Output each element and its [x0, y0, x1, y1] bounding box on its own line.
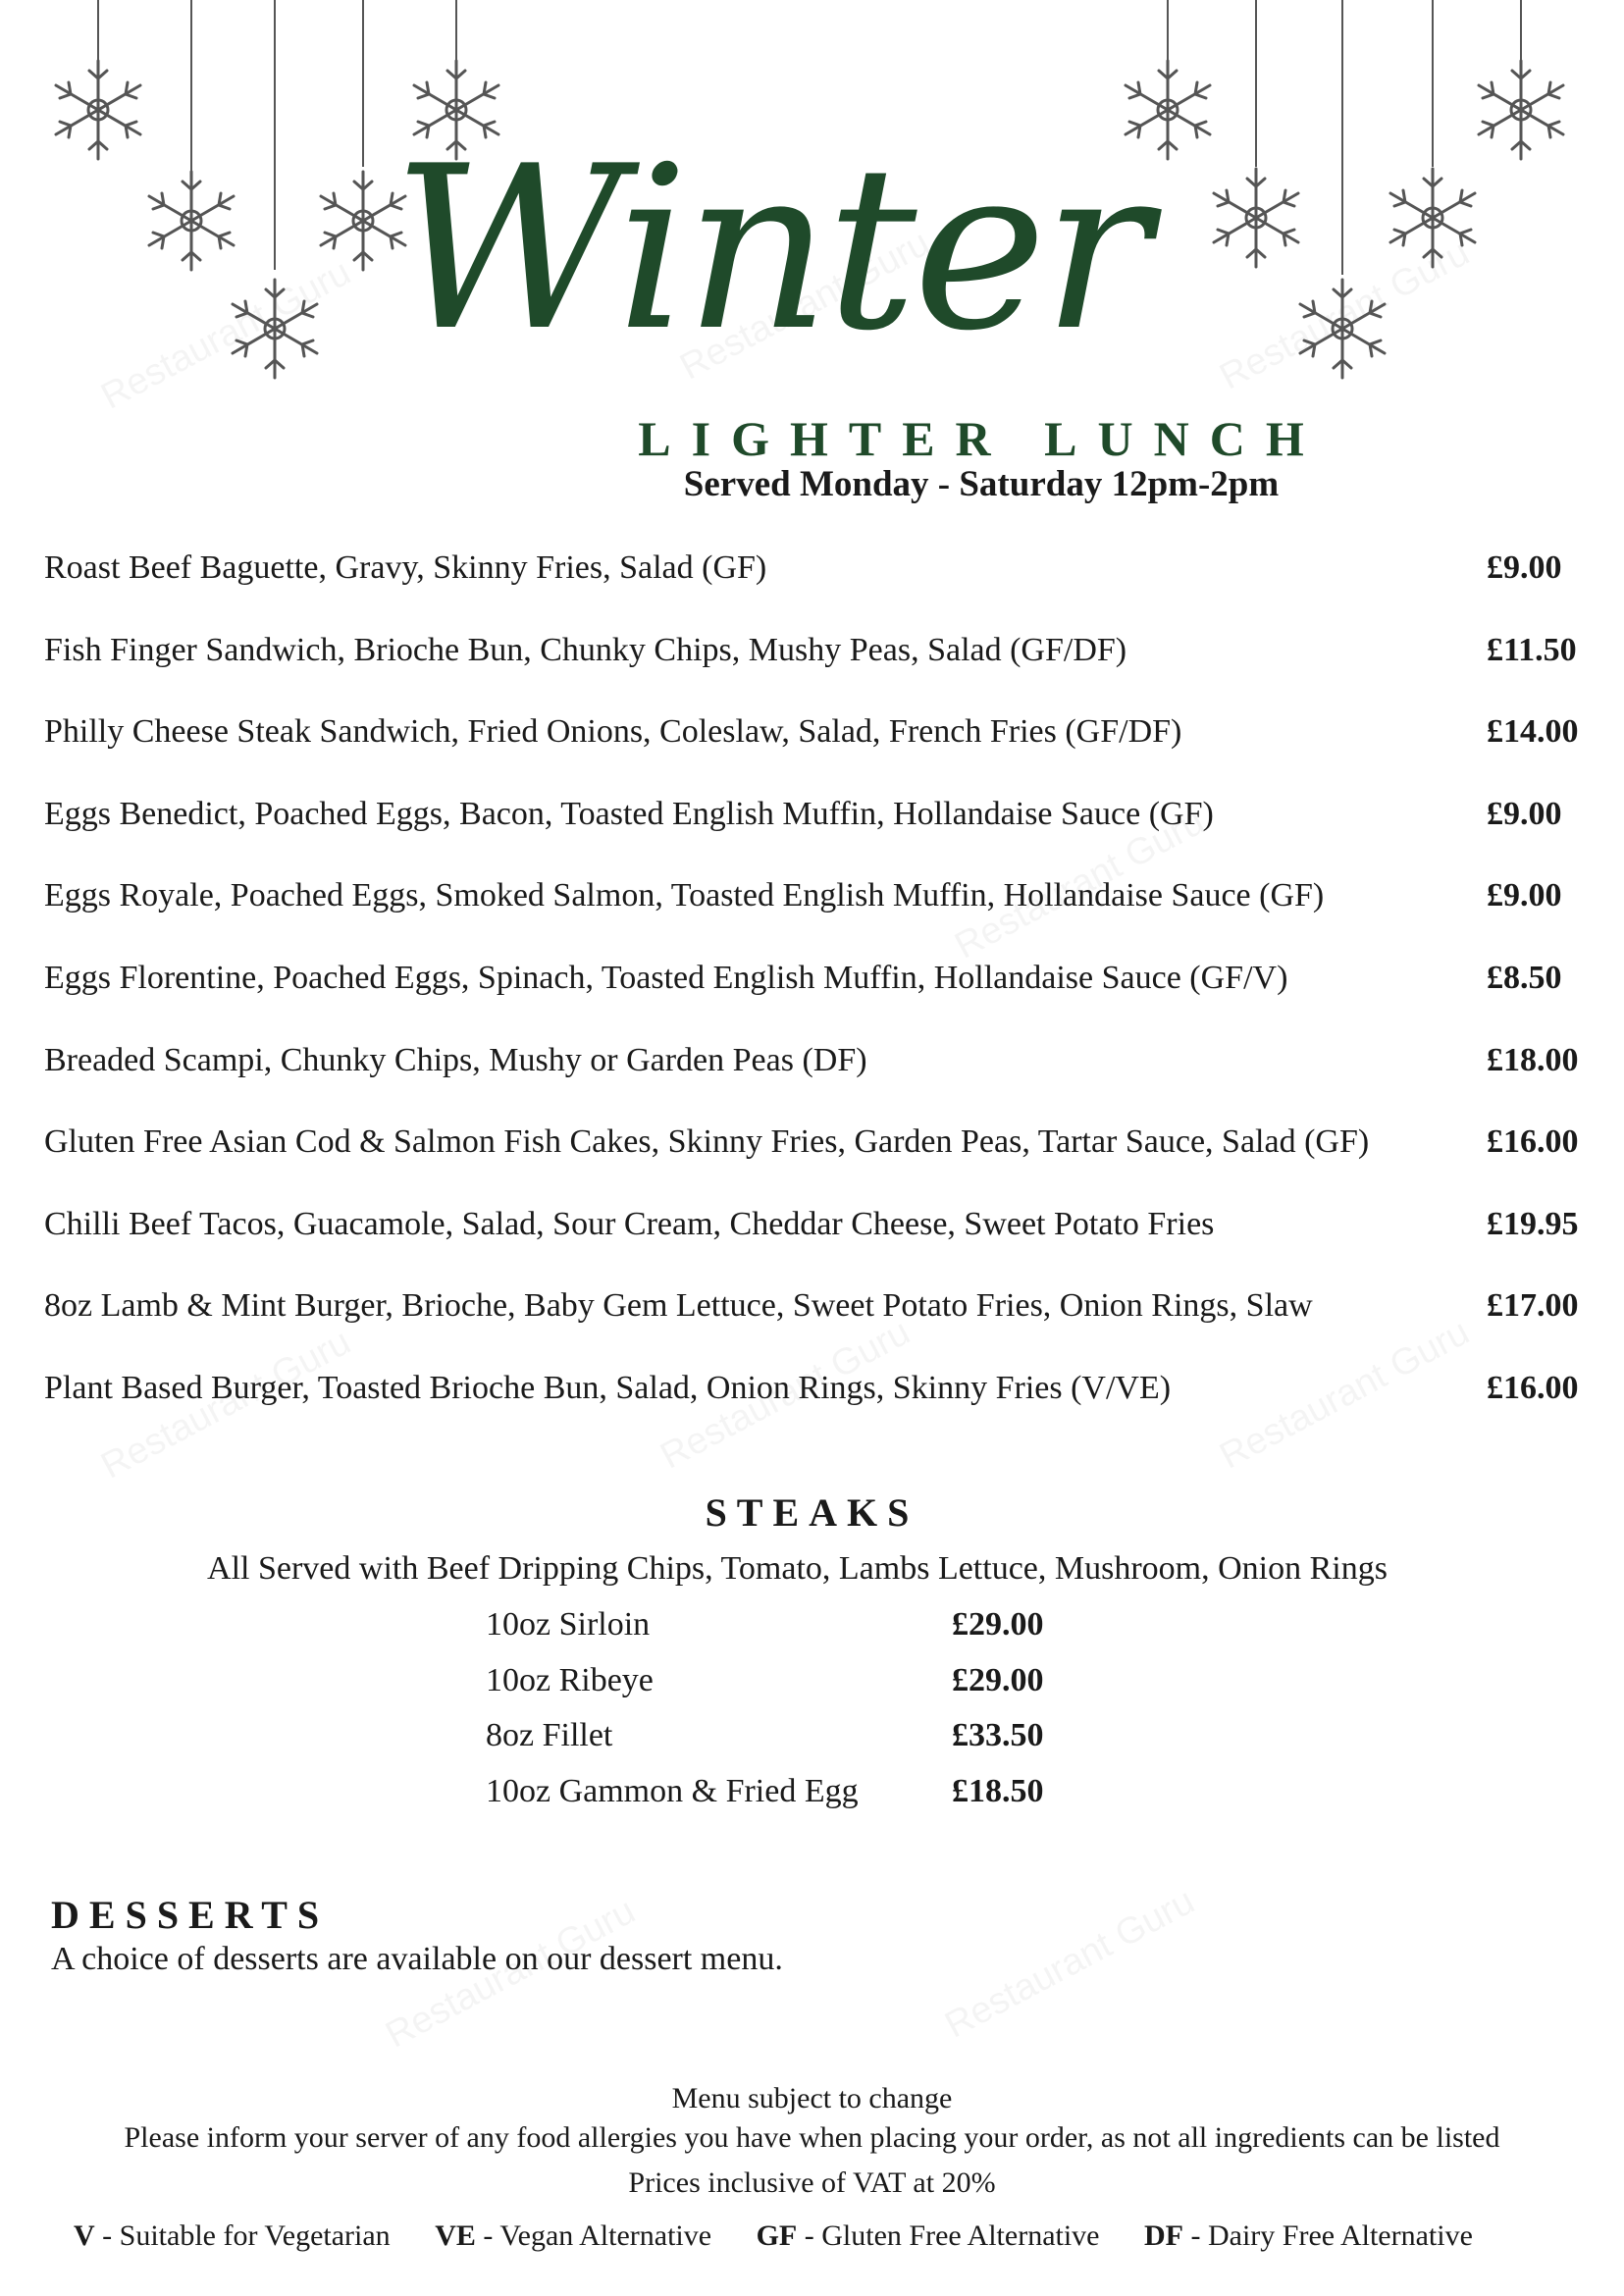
menu-item [44, 1123, 1595, 1206]
steak-item-price: £33.50 [952, 1717, 1044, 1753]
steak-item [486, 1662, 1074, 1718]
menu-item [44, 713, 1595, 796]
legend-item [757, 2219, 1100, 2252]
menu-item-name: Fish Finger Sandwich, Brioche Bun, Chunky Chips, Mushy Peas, Salad (GF/DF) [44, 631, 1127, 668]
hanging-snowflakes-right [1109, 0, 1599, 402]
page-subtitle: LIGHTER LUNCH [638, 411, 1325, 466]
menu-item-name: Plant Based Burger, Toasted Brioche Bun, Salad, Onion Rings, Skinny Fries (V/VE) [44, 1369, 1172, 1406]
menu-item-price: £11.50 [1487, 631, 1577, 668]
vat-notice: Prices inclusive of VAT at 20% [628, 2166, 996, 2199]
menu-item-name: Eggs Benedict, Poached Eggs, Bacon, Toasted English Muffin, Hollandaise Sauce (GF) [44, 795, 1214, 832]
steak-item-name: 10oz Ribeye [486, 1661, 654, 1698]
menu-item [44, 877, 1595, 960]
legend-item [435, 2219, 711, 2252]
snowflake-icon [1109, 0, 1599, 402]
steaks-heading: STEAKS [705, 1490, 919, 1535]
steak-list [486, 1606, 1074, 1828]
dietary-legend [74, 2219, 1510, 2253]
desserts-heading: DESSERTS [51, 1893, 330, 1937]
menu-item-name: Gluten Free Asian Cod & Salmon Fish Cakes, Skinny Fries, Garden Peas, Tartar Sauce, Salad (GF) [44, 1123, 1370, 1161]
steak-item-name: 10oz Gammon & Fried Egg [486, 1772, 859, 1809]
menu-item-name: Chilli Beef Tacos, Guacamole, Salad, Sour Cream, Cheddar Cheese, Sweet Potato Fries [44, 1205, 1215, 1242]
legend-code: V [74, 2219, 95, 2252]
legend-code: DF [1144, 2219, 1183, 2252]
menu-item [44, 1370, 1595, 1452]
legend-code: GF [756, 2219, 798, 2252]
menu-item [44, 1042, 1595, 1124]
desserts-note: A choice of desserts are available on our dessert menu. [51, 1941, 783, 1977]
menu-item-price: £19.95 [1487, 1205, 1579, 1242]
menu-item-price: £9.00 [1487, 549, 1562, 586]
lunch-menu-list [44, 549, 1595, 1452]
menu-item-price: £17.00 [1487, 1287, 1579, 1325]
menu-item [44, 1287, 1595, 1370]
legend-code: VE [435, 2219, 476, 2252]
legend-text: - Gluten Free Alternative [797, 2219, 1100, 2252]
watermark [938, 1881, 1201, 2048]
legend-text: - Dairy Free Alternative [1183, 2219, 1473, 2252]
steak-item [486, 1773, 1074, 1829]
serving-hours: Served Monday - Saturday 12pm-2pm [683, 464, 1280, 504]
menu-item-price: £8.50 [1487, 959, 1562, 996]
steak-item [486, 1717, 1074, 1773]
menu-item [44, 1206, 1595, 1288]
legend-item [74, 2219, 391, 2252]
legend-text: - Vegan Alternative [475, 2219, 712, 2252]
footer-notice: Menu subject to change [671, 2082, 953, 2114]
menu-item-name: 8oz Lamb & Mint Burger, Brioche, Baby Gem Lettuce, Sweet Potato Fries, Onion Rings, Slaw [44, 1287, 1313, 1325]
steak-item-price: £29.00 [952, 1606, 1044, 1643]
menu-item-price: £18.00 [1487, 1041, 1579, 1078]
steak-item-name: 10oz Sirloin [486, 1606, 651, 1643]
menu-item-price: £16.00 [1487, 1369, 1579, 1406]
menu-item-price: £9.00 [1487, 877, 1562, 914]
menu-item-price: £16.00 [1487, 1123, 1579, 1161]
menu-item [44, 796, 1595, 878]
legend-text: - Suitable for Vegetarian [94, 2219, 391, 2252]
legend-item [1144, 2219, 1473, 2252]
menu-item-name: Eggs Florentine, Poached Eggs, Spinach, Toasted English Muffin, Hollandaise Sauce (GF/V) [44, 959, 1288, 996]
steak-item-name: 8oz Fillet [486, 1717, 613, 1753]
menu-item-name: Roast Beef Baguette, Gravy, Skinny Fries, Salad (GF) [44, 549, 767, 586]
menu-item [44, 960, 1595, 1042]
menu-item [44, 549, 1595, 632]
menu-item-name: Philly Cheese Steak Sandwich, Fried Onions, Coleslaw, Salad, French Fries (GF/DF) [44, 713, 1182, 751]
steak-item-price: £29.00 [952, 1661, 1044, 1698]
steak-item [486, 1606, 1074, 1662]
steaks-subtitle: All Served with Beef Dripping Chips, Tomato, Lambs Lettuce, Mushroom, Onion Rings [207, 1550, 1388, 1587]
menu-item-name: Breaded Scampi, Chunky Chips, Mushy or Garden Peas (DF) [44, 1041, 867, 1078]
menu-item-price: £9.00 [1487, 795, 1562, 832]
steak-item-price: £18.50 [952, 1772, 1044, 1809]
menu-item [44, 632, 1595, 714]
page-title: Winter [393, 119, 1147, 381]
allergy-notice: Please inform your server of any food allergies you have when placing your order, as not all ingredients can be listed [124, 2121, 1500, 2154]
menu-item-price: £14.00 [1487, 713, 1579, 751]
menu-item-name: Eggs Royale, Poached Eggs, Smoked Salmon, Toasted English Muffin, Hollandaise Sauce (GF) [44, 877, 1325, 914]
